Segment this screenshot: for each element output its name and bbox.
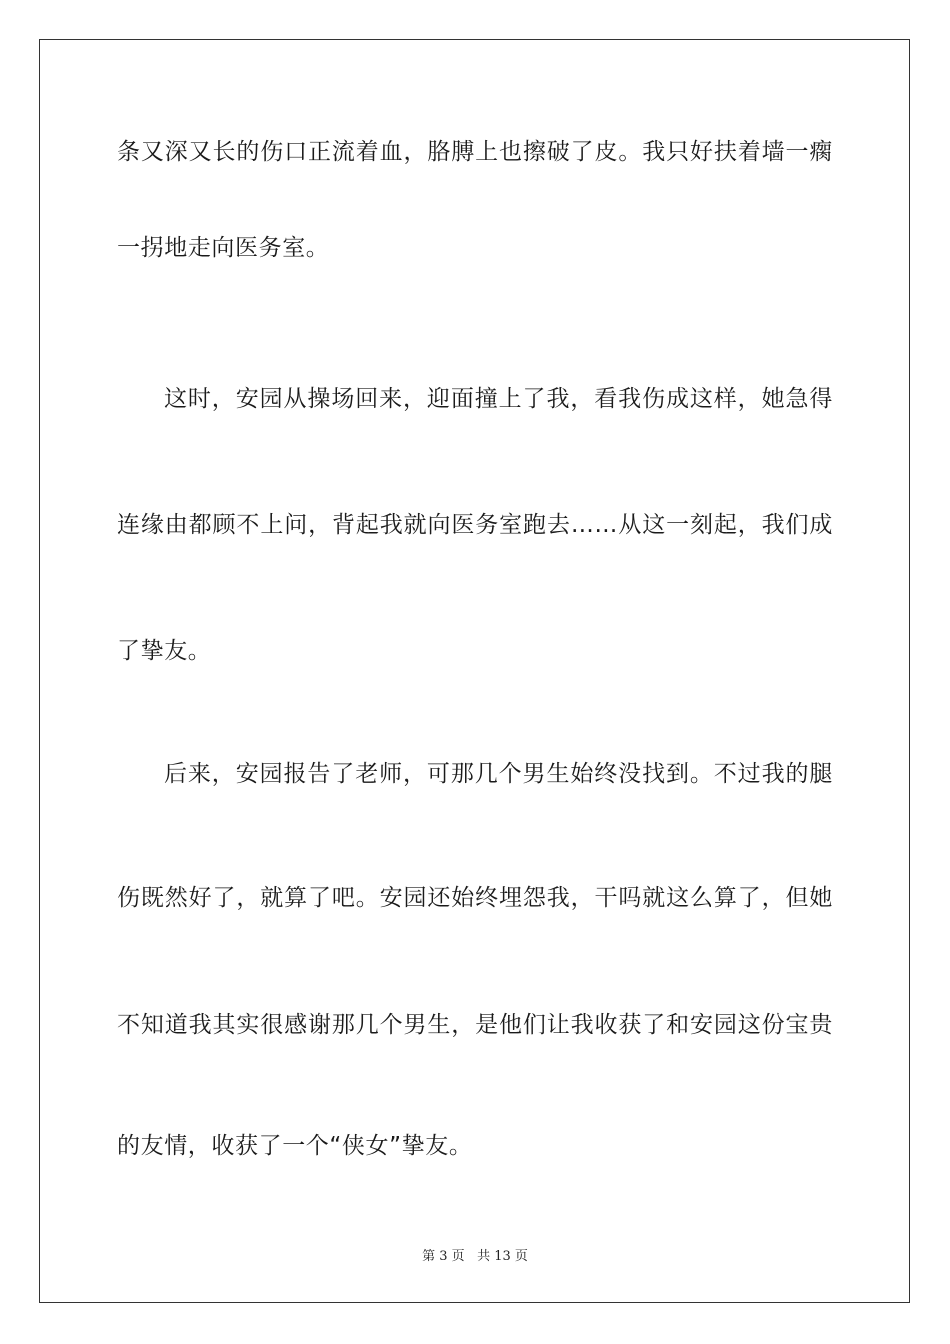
text-line-1: 条又深又长的伤口正流着血，胳膊上也擦破了皮。我只好扶着墙一瘸 (117, 139, 833, 165)
text-line-4: 连缘由都顾不上问，背起我就向医务室跑去……从这一刻起，我们成 (117, 512, 833, 538)
text-line-8: 不知道我其实很感谢那几个男生，是他们让我收获了和安园这份宝贵 (117, 1012, 833, 1038)
text-line-3: 这时，安园从操场回来，迎面撞上了我，看我伤成这样，她急得 (164, 386, 833, 412)
text-line-2: 一拐地走向医务室。 (117, 235, 330, 261)
page-footer (0, 1249, 950, 1265)
page-number: 第 3 页 (422, 1249, 465, 1264)
page-total: 共 13 页 (477, 1249, 528, 1264)
text-line-6: 后来，安园报告了老师，可那几个男生始终没找到。不过我的腿 (164, 761, 833, 787)
text-line-5: 了挚友。 (117, 638, 212, 664)
text-line-7: 伤既然好了，就算了吧。安园还始终埋怨我，干吗就这么算了，但她 (117, 885, 833, 911)
page-border (39, 39, 910, 1303)
text-line-9: 的友情，收获了一个“侠女”挚友。 (117, 1133, 473, 1159)
